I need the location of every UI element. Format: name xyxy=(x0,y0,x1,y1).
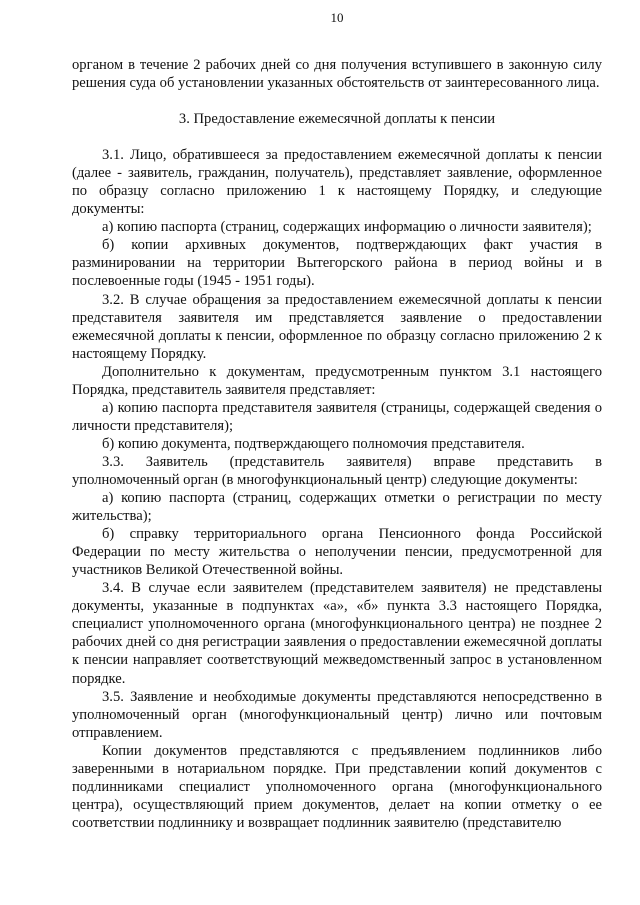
paragraph-3-3: 3.3. Заявитель (представитель заявителя) вправе представить в уполномоченный орган (в многофункциональный центр) следующие документы: xyxy=(72,453,602,488)
page-number: 10 xyxy=(330,10,344,25)
paragraph-3-2: 3.2. В случае обращения за предоставлением ежемесячной доплаты к пенсии представителя заявителя им представляется заявление о предоставлении ежемесячной доплаты к пенсии, оформленное по образцу согласно приложению 2 к настоящему Порядку. xyxy=(72,291,602,362)
paragraph-3-3-a: а) копию паспорта (страниц, содержащих отметки о регистрации по месту жительства); xyxy=(72,490,602,525)
section-heading: 3. Предоставление ежемесячной доплаты к пенсии xyxy=(178,111,496,128)
paragraph-3-1: 3.1. Лицо, обратившееся за предоставлением ежемесячной доплаты к пенсии (далее - заявитель, гражданин, получатель), представляет заявление, оформленное по образцу согласно приложению 1 к настоящему Порядку, и следующие документы: xyxy=(72,147,602,218)
paragraph-3-4: 3.4. В случае если заявителем (представителем заявителя) не представлены документы, указанные в подпунктах «а», «б» пункта 3.3 настоящего Порядка, специалист уполномоченного органа (многофункционального центра) не позднее 2 рабочих дней со дня регистрации заявления о предоставлении ежемесячной доплаты к пенсии направляет соответствующий межведомственный запрос в установленном порядке. xyxy=(72,580,602,687)
paragraph-3-2-additional: Дополнительно к документам, предусмотренным пунктом 3.1 настоящего Порядка, представитель заявителя представляет: xyxy=(72,363,602,398)
paragraph-3-1-b: б) копии архивных документов, подтверждающих факт участия в разминировании на территории Вытегорского района в период войны и в послевоенные годы (1945 - 1951 годы). xyxy=(72,237,602,290)
paragraph-continuation: органом в течение 2 рабочих дней со дня получения вступившего в законную силу решения суда об установлении указанных обстоятельств от заинтересованного лица. xyxy=(72,57,602,92)
paragraph-3-5-copies: Копии документов представляются с предъявлением подлинников либо заверенными в нотариальном порядке. При представлении копий документов с подлинниками специалист уполномоченного органа (многофункционального центра), осуществляющий прием документов, делает на копии отметку о ее соответствии подлиннику и возвращает подлинник заявителю (представителю xyxy=(72,742,602,831)
paragraph-3-5: 3.5. Заявление и необходимые документы представляются непосредственно в уполномоченный орган (многофункциональный центр) лично или почтовым отправлением. xyxy=(72,688,602,741)
paragraph-3-3-b: б) справку территориального органа Пенсионного фонда Российской Федерации по месту жительства о неполучении пенсии, предусмотренной для участников Великой Отечественной войны. xyxy=(72,526,602,579)
paragraph-3-1-a: а) копию паспорта (страниц, содержащих информацию о личности заявителя); xyxy=(102,219,592,236)
paragraph-3-2-a: а) копию паспорта представителя заявителя (страницы, содержащей сведения о личности представителя); xyxy=(72,399,602,434)
paragraph-3-2-b: б) копию документа, подтверждающего полномочия представителя. xyxy=(102,435,525,452)
